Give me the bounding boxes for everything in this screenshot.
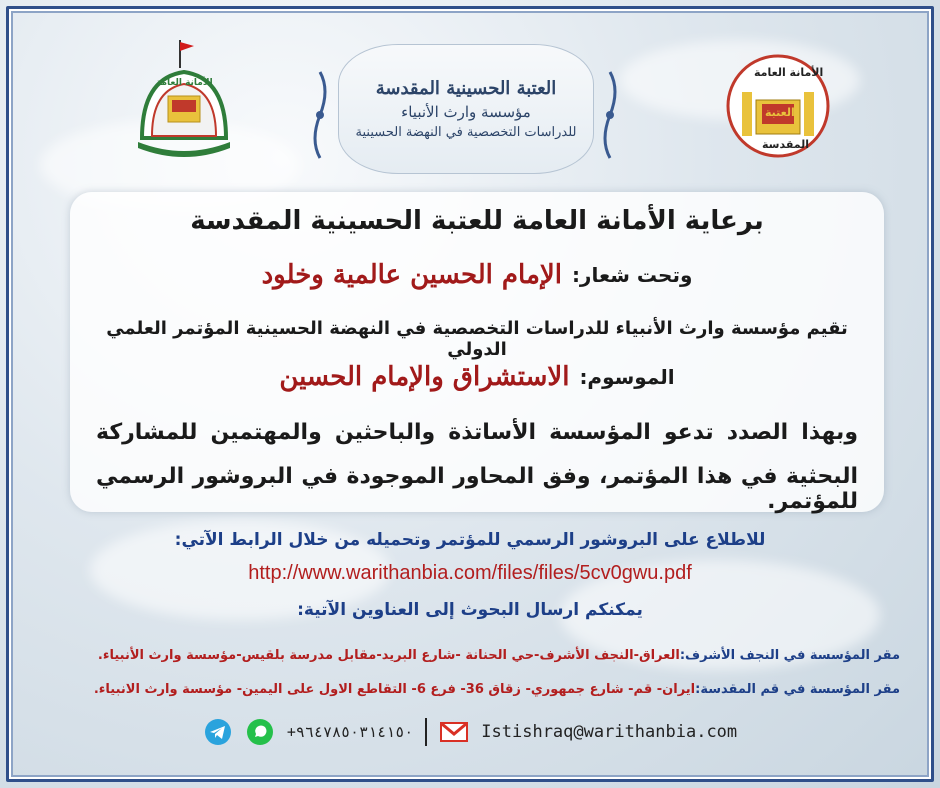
right-shrine-logo-icon <box>724 52 832 160</box>
conference-intro: تقيم مؤسسة وارث الأنبياء للدراسات التخصصية في النهضة الحسينية المؤتمر العلمي الدولي <box>106 318 848 360</box>
brochure-url-link[interactable]: http://www.warithanbia.com/files/files/5cv0gwu.pdf <box>248 562 692 584</box>
conference-name-row <box>70 362 884 392</box>
address-najaf <box>40 648 900 663</box>
right-logo-mark: العتبة <box>765 106 795 119</box>
invitation-paragraph-line1: وبهذا الصدد تدعو المؤسسة الأساتذة والباحثين والمهتمين للمشاركة <box>96 420 858 445</box>
right-ornament-icon <box>598 70 622 160</box>
address-qom <box>40 682 900 697</box>
contact-divider <box>425 718 427 746</box>
left-logo-text: الأمانة العامة <box>156 78 213 88</box>
conference-name-label: الموسوم: <box>579 365 675 389</box>
right-logo-sub: المقدسة <box>762 138 810 151</box>
banner-institution-name: مؤسسة وارث الأنبياء <box>401 103 531 121</box>
institution-banner <box>338 44 594 174</box>
right-logo-text: الأمانة العامة <box>754 66 824 79</box>
phone-number[interactable]: +٩٦٤٧٨٥٠٣١٤١٥٠ <box>286 723 414 741</box>
conference-name: الاستشراق والإمام الحسين <box>279 362 570 392</box>
brochure-label-text: للاطلاع على البروشور الرسمي للمؤتمر وتحميله من خلال الرابط الآتي: <box>174 530 766 550</box>
email-address[interactable]: Istishraq@warithanbia.com <box>481 722 738 742</box>
submit-label: يمكنكم ارسال البحوث إلى العناوين الآتية: <box>297 600 643 620</box>
slogan-row <box>70 260 884 290</box>
address-najaf-label: مقر المؤسسة في النجف الأشرف: <box>679 648 900 663</box>
banner-institution-subtitle: للدراسات التخصصية في النهضة الحسينية <box>355 125 577 140</box>
left-shrine-logo-icon <box>128 38 240 166</box>
invitation-card <box>70 192 884 512</box>
left-ornament-icon <box>308 70 332 160</box>
patronage-title: برعاية الأمانة العامة للعتبة الحسينية المقدسة <box>190 206 764 236</box>
invitation-paragraph-line2: البحثية في هذا المؤتمر، وفق المحاور الموجودة في البروشور الرسمي للمؤتمر. <box>96 464 858 514</box>
address-qom-label: مقر المؤسسة في قم المقدسة: <box>695 682 900 697</box>
submit-label-row <box>40 600 900 620</box>
brochure-label <box>40 530 900 550</box>
slogan-label: وتحت شعار: <box>571 263 693 287</box>
contact-bar <box>0 714 940 750</box>
gmail-icon[interactable] <box>439 717 469 747</box>
brochure-url-row <box>40 562 900 585</box>
telegram-icon[interactable] <box>203 717 233 747</box>
slogan-text: الإمام الحسين عالمية وخلود <box>261 260 562 290</box>
address-qom-value: ايران- قم- شارع جمهوري- زقاق 36- فرع 6- التقاطع الاول على اليمين- مؤسسة وارث الانبياء. <box>93 682 696 697</box>
banner-shrine-name: العتبة الحسينية المقدسة <box>375 78 557 99</box>
whatsapp-icon[interactable] <box>245 717 275 747</box>
address-najaf-value: العراق-النجف الأشرف-حي الحنانة -شارع البريد-مقابل مدرسة بلقيس-مؤسسة وارث الأنبياء. <box>97 648 680 663</box>
